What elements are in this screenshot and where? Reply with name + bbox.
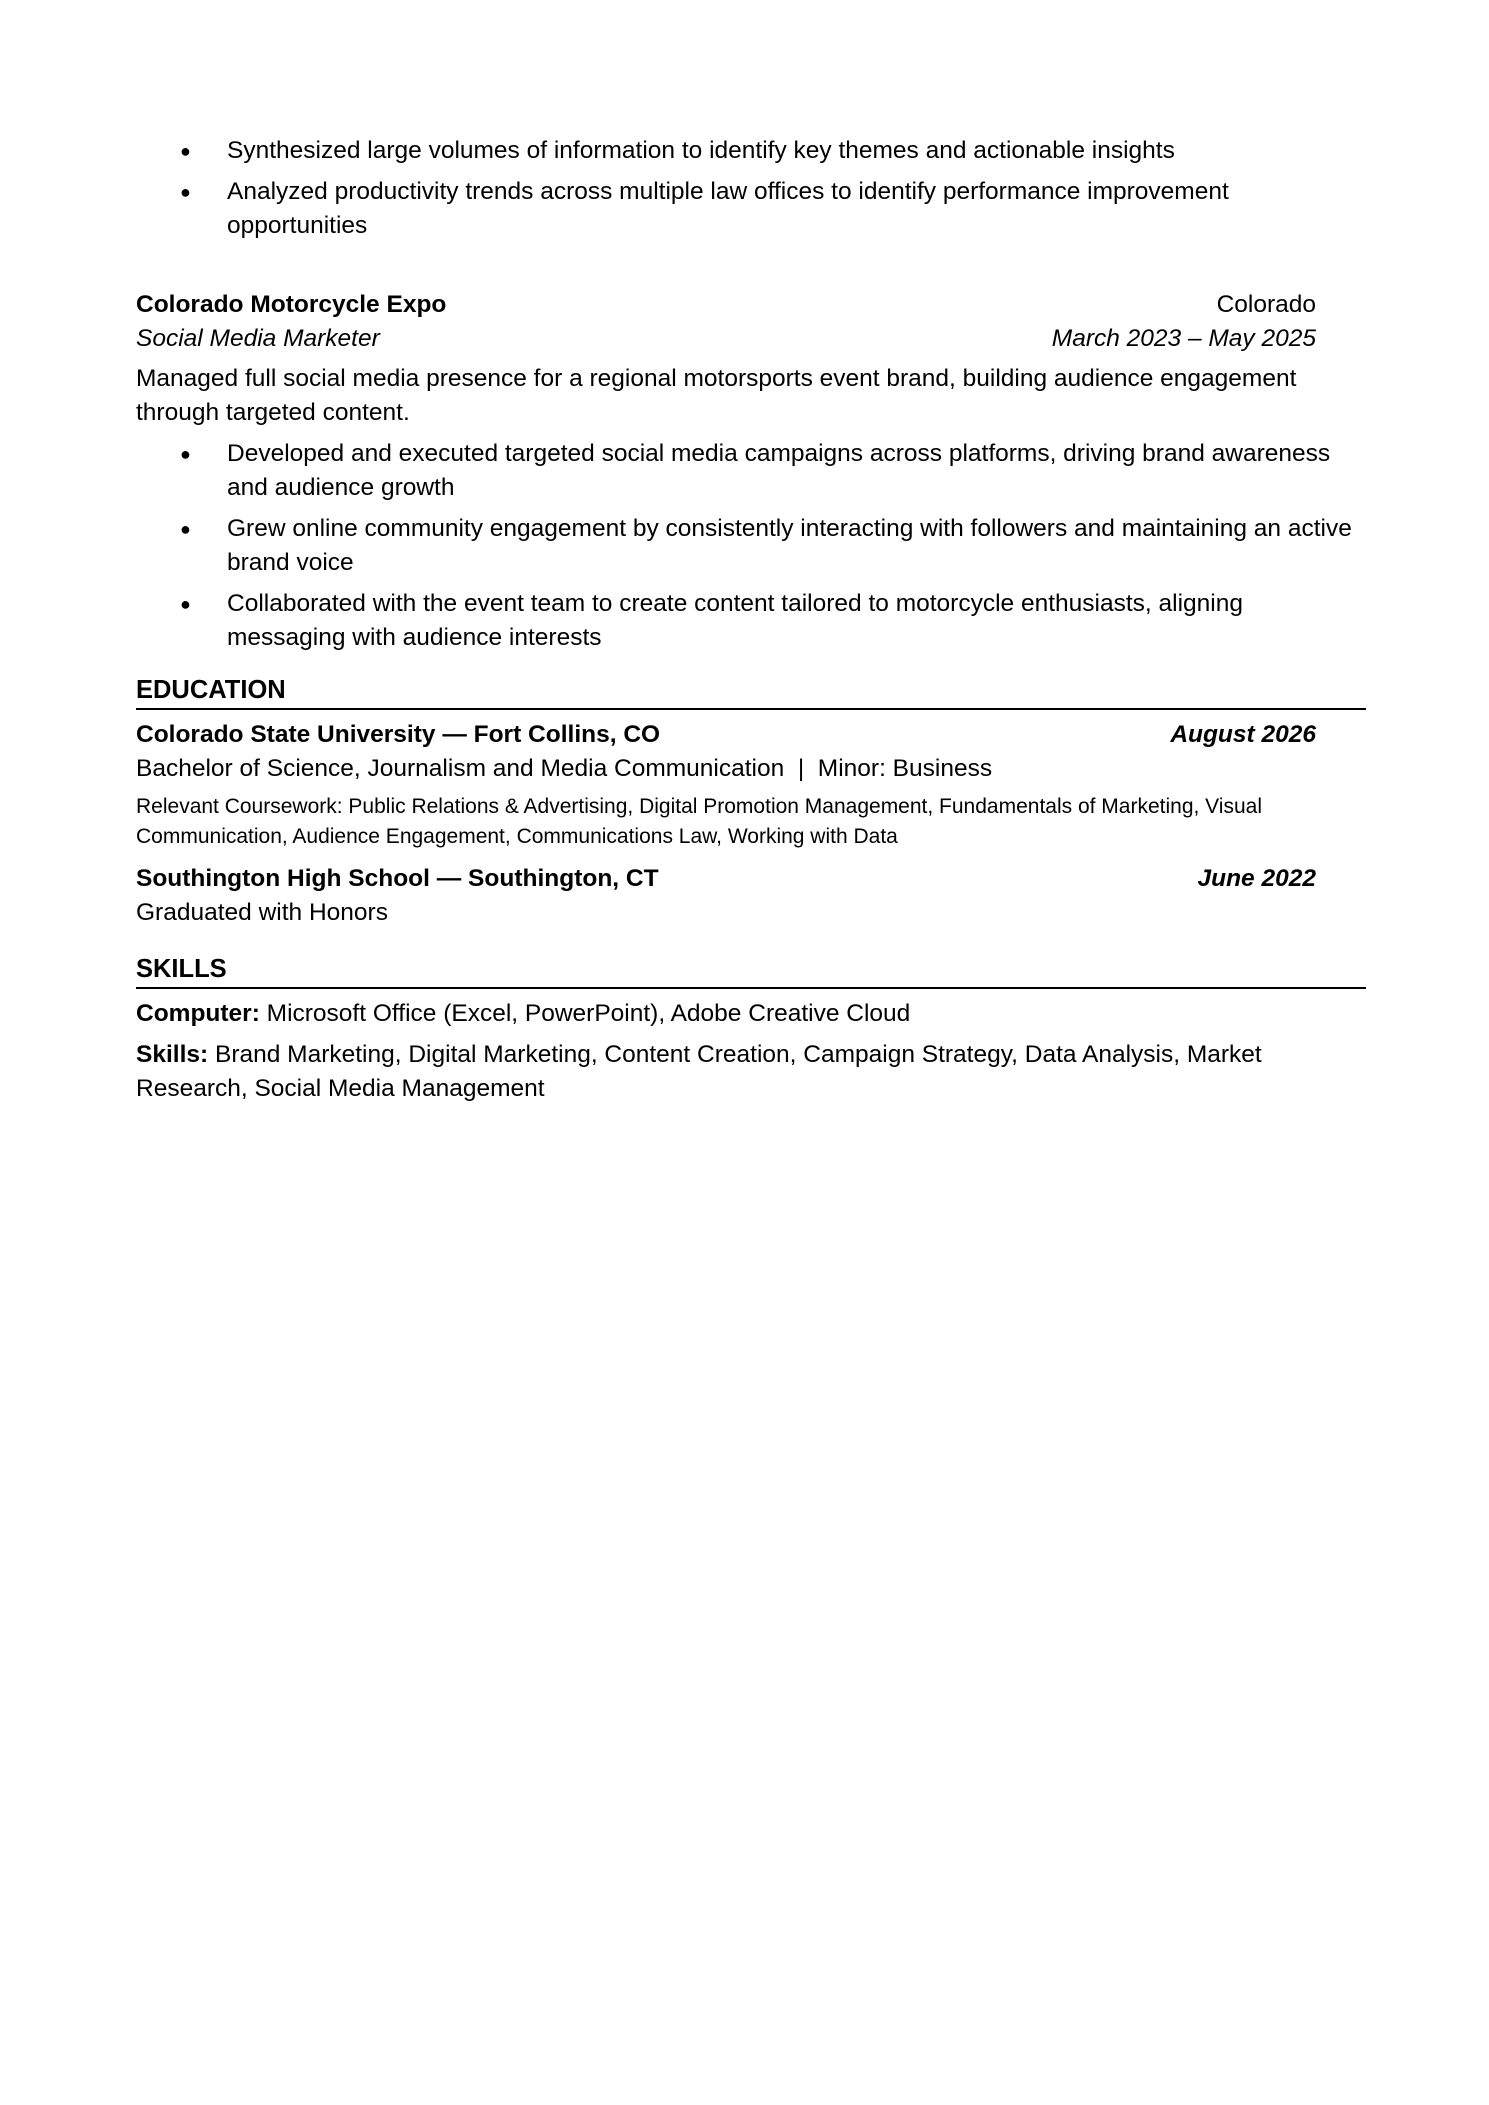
school-degree: Graduated with Honors (136, 899, 388, 926)
bullet-text: Developed and executed targeted social media campaigns across platforms, driving brand awareness and audience growth (227, 440, 1331, 501)
skills-general-value: Brand Marketing, Digital Marketing, Content Creation, Campaign Strategy, Data Analysis, Market Research, Social Media Management (136, 1041, 1262, 1102)
skills-heading: SKILLS (136, 952, 1366, 989)
skills-computer-value: Microsoft Office (Excel, PowerPoint), Adobe Creative Cloud (259, 1000, 911, 1027)
school-row (136, 862, 1316, 896)
bullet-item (136, 175, 1366, 243)
bullet-item (136, 587, 1366, 655)
job-dates: March 2023 – May 2025 (1051, 325, 1316, 352)
bullet-icon: ● (180, 182, 191, 202)
skills-general-label: Skills: (136, 1041, 209, 1068)
bullet-icon: ● (180, 141, 191, 161)
job-bullets (136, 437, 1366, 655)
bullet-icon: ● (180, 594, 191, 614)
job-header-row (136, 288, 1316, 322)
bullet-item (136, 134, 1366, 168)
school-name: Southington High School — Southington, CT (136, 865, 659, 892)
prev-job-bullets (136, 134, 1366, 243)
school-coursework: Relevant Coursework: Public Relations & Advertising, Digital Promotion Management, Fundamentals of Marketing, Visual Communication, Audience Engagement, Communications Law, Working with Data (136, 795, 1262, 848)
bullet-text: Synthesized large volumes of information to identify key themes and actionable insights (227, 137, 1175, 164)
bullet-text: Grew online community engagement by consistently interacting with followers and maintaining an active brand voice (227, 515, 1352, 576)
bullet-item (136, 512, 1366, 580)
education-entry (136, 718, 1366, 852)
skills-general (136, 1038, 1366, 1106)
education-entry (136, 862, 1366, 930)
education-heading: EDUCATION (136, 673, 1366, 710)
bullet-item (136, 437, 1366, 505)
school-name: Colorado State University — Fort Collins, CO (136, 721, 661, 748)
skills-computer-label: Computer: (136, 1000, 260, 1027)
bullet-text: Collaborated with the event team to create content tailored to motorcycle enthusiasts, aligning messaging with audience interests (227, 590, 1243, 651)
job-summary: Managed full social media presence for a regional motorsports event brand, building audience engagement through targeted content. (136, 365, 1297, 426)
bullet-icon: ● (180, 519, 191, 539)
school-date: August 2026 (1170, 721, 1316, 748)
school-row (136, 718, 1316, 752)
job-location: Colorado (1216, 291, 1316, 318)
job-title: Social Media Marketer (136, 325, 380, 352)
bullet-text: Analyzed productivity trends across multiple law offices to identify performance improvement opportunities (227, 178, 1229, 239)
school-date: June 2022 (1197, 865, 1316, 892)
job-company: Colorado Motorcycle Expo (136, 291, 447, 318)
skills-computer (136, 997, 1366, 1031)
resume-page (136, 134, 1366, 1113)
job-entry (136, 288, 1366, 655)
job-title-row (136, 322, 1316, 356)
bullet-icon: ● (180, 444, 191, 464)
school-degree: Bachelor of Science, Journalism and Media Communication | Minor: Business (136, 755, 993, 782)
